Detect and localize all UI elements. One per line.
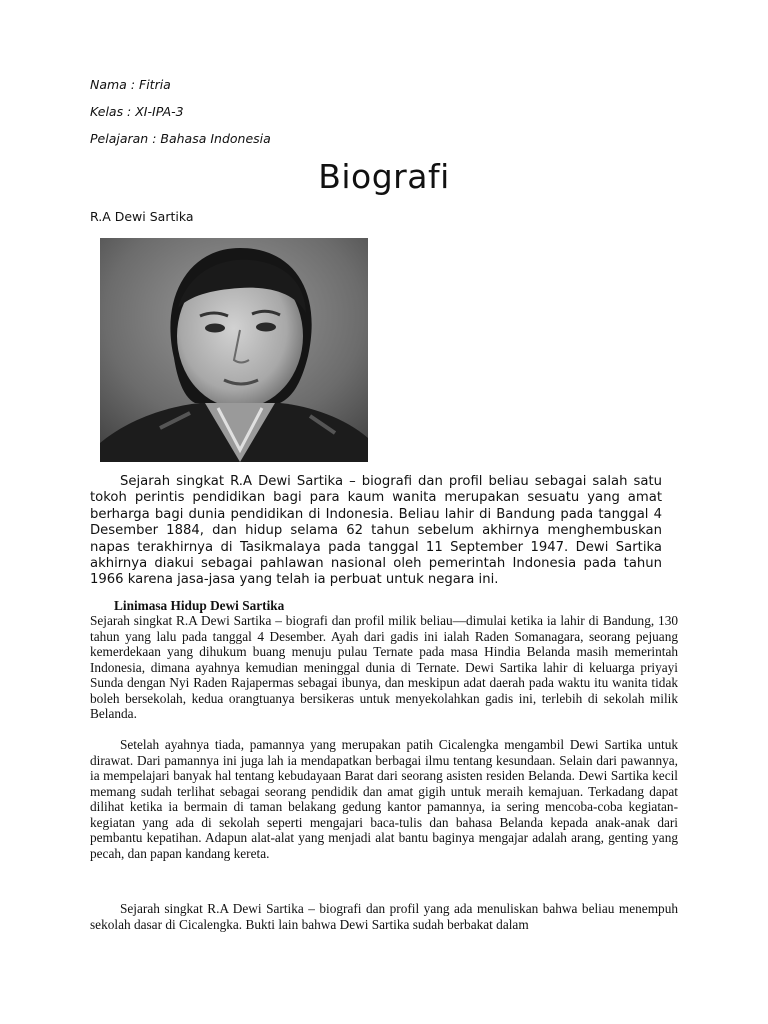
intro-paragraph: Sejarah singkat R.A Dewi Sartika – biografi dan profil beliau sebagai salah satu tokoh perintis pendidikan bagi para kaum wanita merupakan sesuatu yang amat berharga bagi dunia pendidikan di Indonesia. Beliau lahir di Bandung pada tanggal 4 Desember 1884, dan hidup selama 62 tahun sebelum akhirnya menghembuskan napas terakhirnya di Tasikmalaya pada tanggal 11 September 1947. Dewi Sartika akhirnya diakui sebagai pahlawan nasional oleh pemerintah Indonesia pada tahun 1966 karena jasa-jasa yang telah ia perbuat untuk negara ini. — [90, 474, 662, 588]
portrait-photo — [100, 238, 368, 462]
section-heading: Linimasa Hidup Dewi Sartika — [114, 598, 285, 613]
subject-name: R.A Dewi Sartika — [90, 209, 194, 224]
body-paragraph-3: Sejarah singkat R.A Dewi Sartika – biografi dan profil yang ada menuliskan bahwa beliau menempuh sekolah dasar di Cicalengka. Bukti lain bahwa Dewi Sartika sudah berbakat dalam — [90, 901, 678, 932]
body-paragraph-2: Setelah ayahnya tiada, pamannya yang merupakan patih Cicalengka mengambil Dewi Sartika untuk dirawat. Dari pamannya ini juga lah ia mendapatkan berbagai ilmu tentang kesundaan. Selain dari pawannya, ia mempelajari banyak hal tentang kebudayaan Barat dari seorang asisten residen Belanda. Dewi Sartika kecil memang sudah terlihat sebagai seorang pendidik dan amat gigih untuk meraih kemajuan. Terkadang dapat dilihat ketika ia bermain di taman belakang gedung kantor pamannya, ia sering mencoba-coba kegiatan-kegiatan yang ada di sekolah seperti mengajari baca-tulis dan bahasa Belanda kepada anak-anak dari pembantu kepatihan. Adapun alat-alat yang menjadi alat bantu baginya mengajar adalah arang, genting yang pecah, dan papan kandang kereta. — [90, 737, 678, 861]
body-paragraph-1: Sejarah singkat R.A Dewi Sartika – biografi dan profil milik beliau—dimulai ketika ia lahir di Bandung, 130 tahun yang lalu pada tanggal 4 Desember. Ayah dari gadis ini ialah Raden Somanagara, seorang pejuang kemerdekaan yang dihukum buang menuju pulau Ternate pada masa Hindia Belanda masih memerintah Indonesia, dimana ayahnya kemudian meninggal dunia di Ternate. Dewi Sartika lahir di keluarga priyayi Sunda dengan Nyi Raden Rajapermas sebagai ibunya, dan meskipun adat daerah pada waktu itu wanita tidak boleh bersekolah, kedua orangtuanya bersikeras untuk menyekolahkan gadis ini, terlebih di sekolah milik Belanda. — [90, 613, 678, 721]
document-title: Biografi — [318, 157, 450, 196]
student-class: Kelas : XI-IPA-3 — [90, 104, 184, 119]
subject-lesson: Pelajaran : Bahasa Indonesia — [90, 131, 271, 146]
student-name: Nama : Fitria — [90, 77, 171, 92]
